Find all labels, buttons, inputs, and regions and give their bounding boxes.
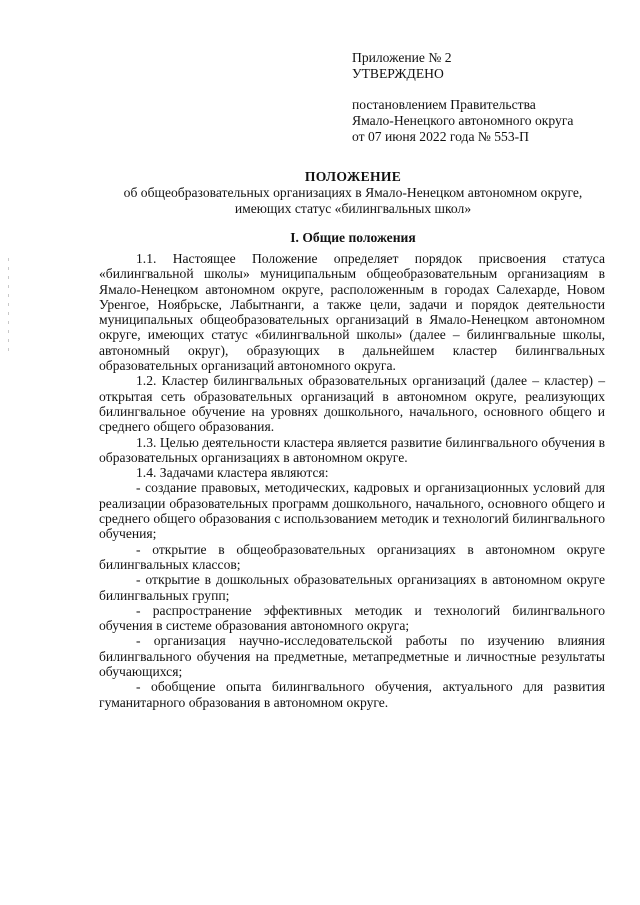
task-item: - создание правовых, методических, кадровых и организационных условий для реализации образовательных программ дошкольного, начального, основного общего и среднего общего образования с использованием методик и технологий билингвального обучения;	[99, 480, 605, 542]
paragraph-1-3: 1.3. Целью деятельности кластера является развитие билингвального обучения в образовательных организациях в автономном округе.	[99, 434, 605, 465]
section-title: I. Общие положения	[290, 230, 416, 245]
approval-block	[352, 50, 612, 145]
task-item: - организация научно-исследовательской работы по изучению влияния билингвального обучения на предметные, метапредметные и личностные результаты обучающихся;	[99, 633, 605, 680]
task-item: - распространение эффективных методик и технологий билингвального обучения в системе образования автономного округа;	[99, 602, 605, 634]
body-text	[99, 251, 605, 710]
margin-scan-marks	[8, 258, 10, 358]
task-item: - открытие в общеобразовательных организациях в автономном округе билингвальных классов;	[99, 541, 605, 572]
approval-line-date: от 07 июня 2022 года № 553-П	[352, 129, 529, 144]
paragraph-1-1: 1.1. Настоящее Положение определяет порядок присвоения статуса «билингвальной школы» муниципальным общеобразовательным организациям в Ямало-Ненецком автономном округе, расположенным в городах Салехарде, Новом Уренгое, Ноябрьске, Лабытнанги, а также цели, задачи и порядок деятельности муниципальных общеобразовательных организаций в Ямало-Ненецком автономном округе, имеющих статус «билингвальной школы» (далее – билингвальные школы, автономный округ), образующих в дальнейшем кластер билингвальных образовательных организаций автономного округа.	[99, 251, 605, 374]
task-item: - открытие в дошкольных образовательных организациях в автономном округе билингвальных групп;	[99, 572, 605, 603]
approval-line-resolution: постановлением Правительства	[352, 97, 536, 112]
paragraph-1-4: 1.4. Задачами кластера являются:	[136, 465, 329, 481]
appendix-number: Приложение № 2	[352, 50, 452, 65]
paragraph-1-2: 1.2. Кластер билингвальных образовательных организаций (далее – кластер) – открытая сеть образовательных организаций в автономном округе, реализующих билингвальное обучение на уровнях дошкольного, начального, основного общего и среднего общего образования.	[99, 373, 605, 435]
approved-label: УТВЕРЖДЕНО	[352, 66, 444, 81]
document-subtitle-line2: имеющих статус «билингвальных школ»	[234, 201, 472, 216]
document-title: ПОЛОЖЕНИЕ	[304, 169, 402, 184]
approval-line-government: Ямало-Ненецкого автономного округа	[352, 113, 574, 128]
task-item: - обобщение опыта билингвального обучения, актуального для развития гуманитарного образования в автономном округе.	[99, 679, 605, 710]
document-subtitle-line1: об общеобразовательных организациях в Ямало-Ненецком автономном округе,	[123, 185, 583, 200]
